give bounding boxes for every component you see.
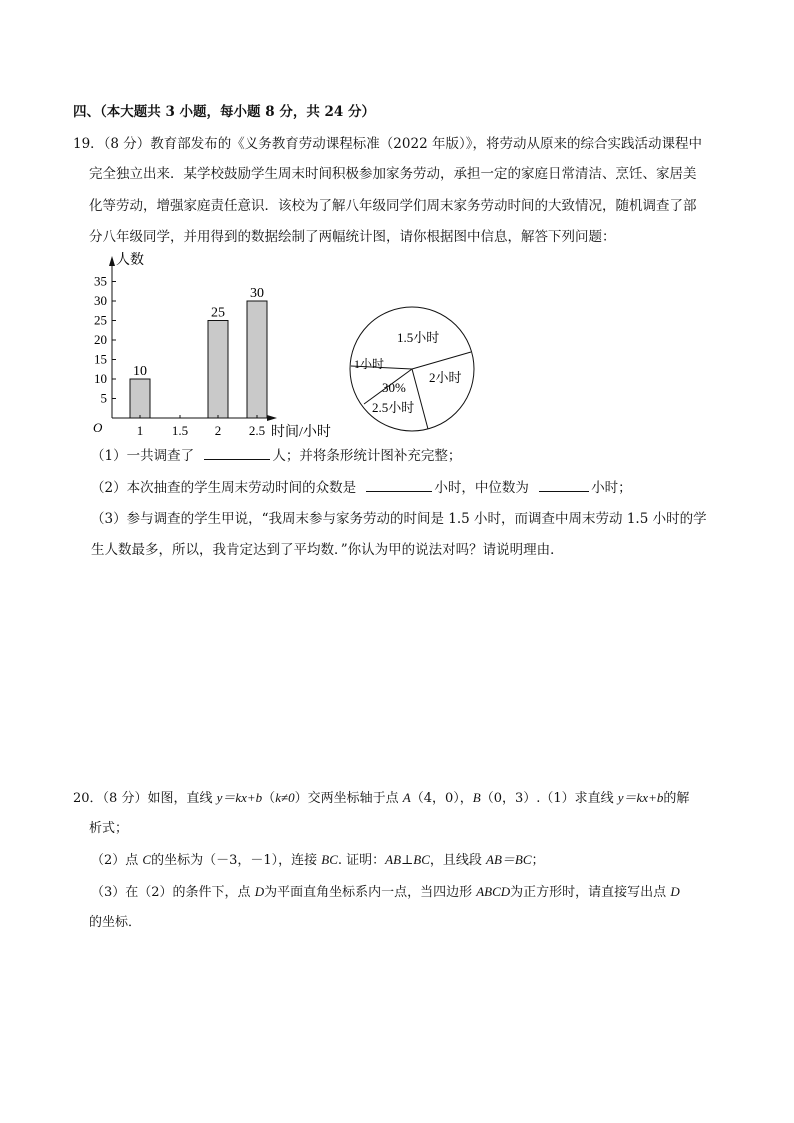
q20-sub-3 — [91, 882, 680, 903]
point-c-label: C — [142, 852, 152, 867]
q20-text: ，且线段 — [429, 853, 487, 868]
pie-chart — [345, 302, 480, 437]
q20-text: （0，3）.（1）求直线 — [480, 791, 618, 806]
y-tick-label: 30 — [94, 293, 107, 308]
q20-text: （ — [262, 791, 276, 806]
answer-blank-total[interactable] — [204, 445, 270, 460]
x-tick-label: 1.5 — [171, 423, 189, 438]
bar-2 — [208, 321, 228, 419]
q20-text: （2）点 — [91, 853, 143, 868]
q20-sub-3-line-2: 的坐标． — [89, 915, 142, 930]
y-tick-label: 15 — [94, 351, 107, 367]
q20-text: ； — [531, 853, 545, 868]
q19-line-4: 分八年级同学，并用得到的数据绘制了两幅统计图，请你根据图中信息，解答下列问题： — [89, 229, 616, 245]
q20-text: . 证明： — [337, 853, 386, 868]
q19-sub-2 — [91, 477, 632, 498]
y-tick-label: 20 — [94, 332, 107, 347]
pie-label-2h: 2小时 — [429, 370, 462, 385]
q20-line-2: 析式； — [89, 821, 129, 836]
q20-equation: y＝kx+b — [216, 790, 263, 805]
q20-text: （4，0）， — [410, 791, 473, 806]
perpendicular-statement: AB⊥BC — [385, 852, 430, 867]
x-tick-label: 2 — [214, 423, 222, 438]
x-tick-label: 2.5 — [248, 423, 266, 438]
point-b-label: B — [472, 790, 481, 805]
quadrilateral-abcd: ABCD — [476, 884, 511, 899]
bar-chart — [85, 248, 350, 448]
section-title: 四、（本大题共 3 小题，每小题 8 分，共 24 分） — [73, 104, 376, 120]
bar-value-label: 25 — [211, 305, 225, 321]
x-axis-label: 时间/小时 — [271, 425, 331, 440]
q19-sub-3-line-1: （3）参与调查的学生甲说，“我周末参与家务劳动的时间是 1.5 小时，而调查中周末劳动 1.5 小时的学 — [91, 511, 707, 527]
bar-value-label: 30 — [250, 286, 264, 301]
q20-text: 为平面直角坐标系内一点，当四边形 — [264, 885, 477, 900]
q19-sub-3-line-2: 生人数最多，所以，我肯定达到了平均数．”你认为甲的说法对吗？请说明理由． — [91, 542, 564, 558]
q19-line-1: 19．（8 分）教育部发布的《义务教育劳动课程标准（2022 年版）》，将劳动从原来的综合实践活动课程中 — [73, 136, 702, 152]
q19-sub-2-text: （2）本次抽查的学生周末劳动时间的众数是 — [91, 480, 357, 496]
pie-label-1h: 1小时 — [354, 357, 385, 371]
pie-label-2-5h: 2.5小时 — [372, 400, 415, 415]
q19-line-2: 完全独立出来．某学校鼓励学生周末时间积极参加家务劳动，承担一定的家庭日常清洁、烹饪、家居美 — [89, 166, 697, 182]
q20-text: （3）在（2）的条件下，点 — [91, 885, 255, 900]
q20-text: 20．（8 分）如图，直线 — [73, 791, 217, 806]
q20-text: 为正方形时，请直接写出点 — [510, 885, 671, 900]
segment-equality: AB＝BC — [486, 852, 532, 867]
point-d-label: D — [670, 884, 680, 899]
bar-2-5 — [247, 301, 267, 418]
segment-bc: BC — [321, 852, 338, 867]
pie-label-1-5h: 1.5小时 — [397, 330, 440, 345]
q20-line-1 — [73, 788, 689, 809]
point-a-label: A — [402, 790, 411, 805]
answer-blank-median[interactable] — [539, 477, 589, 492]
q20-text: 的坐标为（－3，－1），连接 — [151, 853, 322, 868]
q19-sub-1-tail: 人；并将条形统计图补充完整； — [272, 448, 462, 464]
bar-value-label: 10 — [133, 364, 147, 379]
pie-percent-2-5h: 30% — [382, 380, 406, 395]
q19-sub-2-middle: 小时，中位数为 — [434, 480, 529, 496]
answer-blank-mode[interactable] — [366, 477, 432, 492]
origin-label: O — [93, 420, 103, 435]
q19-sub-1-text: （1）一共调查了 — [91, 448, 195, 464]
q20-text: ）交两坐标轴于点 — [294, 791, 403, 806]
q20-sub-2 — [91, 850, 545, 871]
y-tick-label: 10 — [94, 371, 107, 386]
q20-text: 的解 — [663, 791, 690, 806]
y-axis — [109, 256, 115, 418]
q20-equation: y＝kx+b — [617, 790, 664, 805]
point-d-label: D — [254, 884, 265, 899]
bar-1 — [130, 379, 150, 418]
y-axis-label: 人数 — [116, 253, 144, 268]
y-tick-label: 5 — [100, 390, 107, 406]
x-tick-label: 1 — [136, 423, 144, 438]
q20-condition: k≠0 — [275, 790, 295, 805]
q19-sub-1 — [91, 445, 461, 466]
y-tick-label: 25 — [94, 312, 107, 328]
q19-line-3: 化等劳动，增强家庭责任意识．该校为了解八年级同学们周末家务劳动时间的大致情况，随机调查了部 — [89, 198, 697, 214]
q19-sub-2-tail: 小时； — [591, 480, 632, 496]
y-tick-label: 35 — [94, 273, 107, 289]
